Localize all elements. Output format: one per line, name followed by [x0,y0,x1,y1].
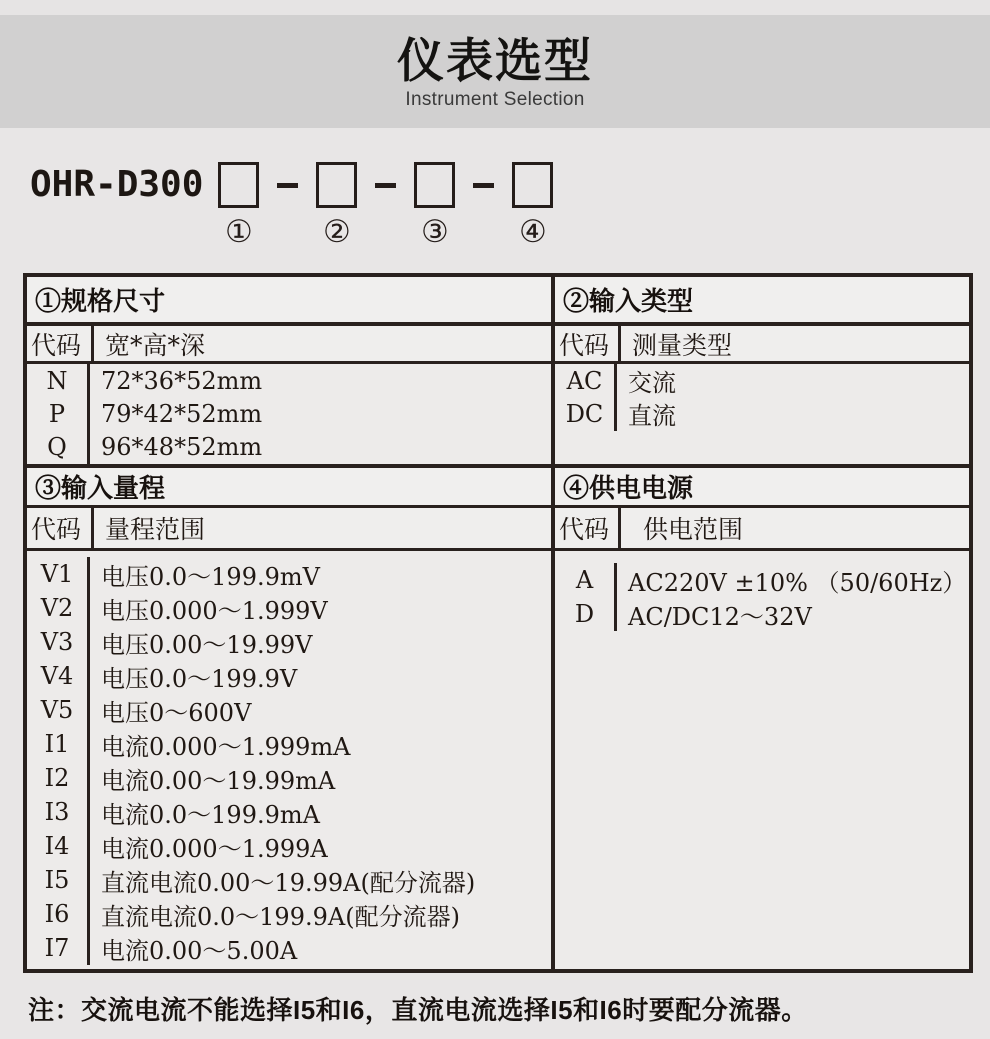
footnote: 注：交流电流不能选择I5和I6，直流电流选择I5和I6时要配分流器。 [28,995,808,1025]
value-cell: AC220V ±10% （50/60Hz） [628,568,967,597]
value-cell: 电流0.00～5.00A [101,936,298,965]
code-cell: I6 [27,897,90,931]
value-cell: 72*36*52mm [101,366,263,395]
value-column-header: 宽*高*深 [105,330,206,360]
code-cell: I1 [27,727,90,761]
table-row [27,557,551,591]
code-cell: I4 [27,829,90,863]
dash-separator [277,183,298,188]
position-number-3: ③ [420,214,449,250]
value-column-header: 测量类型 [632,330,733,360]
spec-rows [27,364,551,468]
value-cell: 电压0.000～1.999V [101,596,328,625]
value-cell: 直流电流0.0～199.9A(配分流器) [101,902,460,931]
table-row [27,727,551,761]
table-row [27,397,551,430]
code-cell: AC [555,364,617,397]
power-rows [555,551,969,969]
value-cell: 电压0～600V [101,698,252,727]
position-number-4: ④ [518,214,547,250]
column-header-row [27,508,551,551]
code-cell: I3 [27,795,90,829]
top-strip [0,0,990,15]
code-cell: V2 [27,591,90,625]
code-cell: V4 [27,659,90,693]
value-cell: 79*42*52mm [101,399,263,428]
position-number-1: ① [224,214,253,250]
column-header-row [555,326,969,364]
code-cell: A [555,563,617,597]
table-row [27,897,551,931]
code-cell: V3 [27,625,90,659]
value-cell: 电压0.00～19.99V [101,630,313,659]
table-row [27,591,551,625]
model-box-4 [512,162,553,250]
section-header-range: ③输入量程 [27,468,551,508]
dash-separator [473,183,494,188]
code-cell: I5 [27,863,90,897]
table-left-half [27,277,551,969]
table-row [27,364,551,397]
table-row [27,863,551,897]
value-cell: AC/DC12～32V [628,602,812,631]
code-column-header: 代码 [555,326,621,361]
code-column-header: 代码 [555,508,621,548]
value-column-header: 量程范围 [105,515,206,544]
table-row [555,597,969,631]
dash-separator [375,183,396,188]
value-cell: 96*48*52mm [101,433,263,462]
value-cell: 直流 [628,402,676,431]
input-type-rows [555,364,969,468]
column-header-row [27,326,551,364]
code-cell: Q [27,431,90,464]
value-cell: 电压0.0～199.9V [101,664,298,693]
model-box-3 [414,162,455,250]
value-cell: 电流0.000～1.999A [101,834,328,863]
value-cell: 电压0.0～199.9mV [101,562,320,591]
code-cell: I2 [27,761,90,795]
table-row [27,431,551,464]
model-code-row [30,162,553,250]
model-box-2 [316,162,357,250]
range-rows [27,551,551,969]
page-title: 仪表选型 [397,34,593,88]
code-cell: I7 [27,931,90,965]
code-column-header: 代码 [27,326,94,361]
section-header-spec: ①规格尺寸 [27,277,551,326]
value-cell: 直流电流0.00～19.99A(配分流器) [101,868,476,897]
table-row [555,397,969,430]
table-row [27,795,551,829]
position-number-2: ② [322,214,351,250]
page-subtitle: Instrument Selection [405,88,585,110]
code-cell: V5 [27,693,90,727]
value-cell: 电流0.000～1.999mA [101,732,351,761]
table-row [27,829,551,863]
table-row [27,659,551,693]
model-box-1 [218,162,259,250]
column-header-row [555,508,969,551]
section-header-power: ④供电电源 [555,468,969,508]
value-cell: 电流0.0～199.9mA [101,800,320,829]
table-row [27,761,551,795]
value-cell: 电流0.00～19.99mA [101,766,336,795]
model-prefix: OHR-D300 [30,164,204,205]
code-cell: DC [555,397,617,430]
code-cell: V1 [27,557,90,591]
table-right-half [555,277,969,969]
table-row [27,931,551,965]
title-banner [0,15,990,128]
table-row [27,693,551,727]
table-row [555,364,969,397]
code-cell: N [27,364,90,397]
value-cell: 交流 [628,369,676,398]
code-cell: D [555,597,617,631]
table-row [555,563,969,597]
section-header-input-type: ②输入类型 [555,277,969,326]
table-row [27,625,551,659]
code-cell: P [27,397,90,430]
value-column-header: 供电范围 [643,515,744,544]
selection-table [23,273,973,973]
code-column-header: 代码 [27,508,94,548]
